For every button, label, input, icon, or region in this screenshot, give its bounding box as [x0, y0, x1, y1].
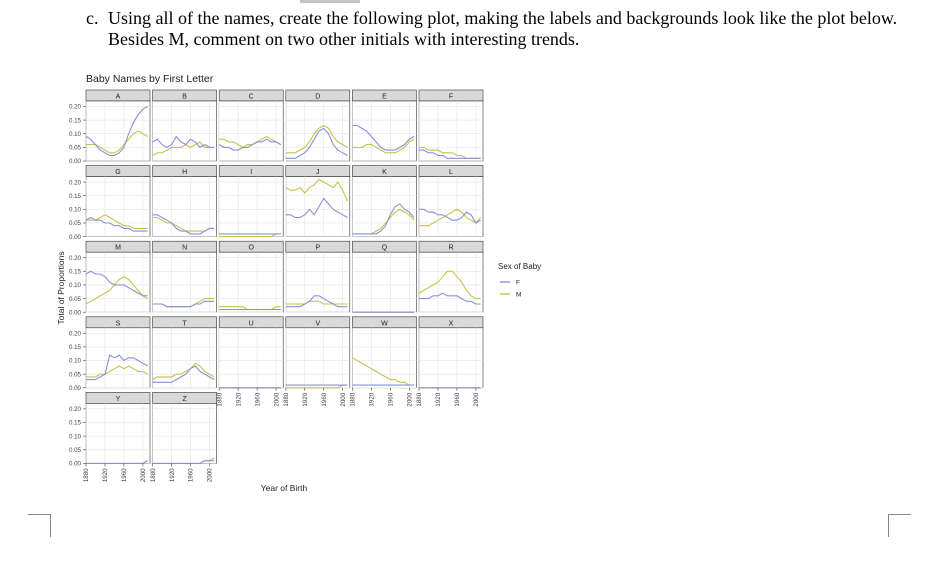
x-tick-label: 1960	[387, 392, 395, 407]
facet-label: S	[115, 320, 121, 328]
y-tick-label: 0.05	[68, 220, 81, 228]
facet-panel	[419, 328, 483, 388]
facet-panel	[153, 101, 217, 161]
y-tick-label: 0.10	[68, 130, 81, 138]
facet-label: Z	[182, 395, 187, 403]
facet-panel	[352, 328, 416, 388]
y-tick-label: 0.20	[68, 330, 81, 338]
y-tick-label: 0.10	[68, 282, 81, 290]
facet-label: A	[115, 93, 121, 101]
x-tick-label: 1880	[149, 468, 157, 483]
legend-title: Sex of Baby	[498, 262, 542, 271]
x-tick-label: 2000	[140, 468, 148, 483]
x-tick-label: 2000	[206, 468, 214, 483]
facet-panel	[219, 328, 283, 388]
x-tick-label: 2000	[406, 392, 414, 407]
facet-label: E	[382, 93, 387, 101]
facet-label: R	[448, 244, 454, 252]
page-corner-mark-left	[28, 514, 51, 537]
x-tick-label: 1920	[435, 392, 443, 407]
x-tick-label: 1960	[121, 468, 129, 483]
facet-panel	[286, 328, 350, 388]
x-tick-label: 1920	[102, 468, 110, 483]
y-tick-label: 0.05	[68, 295, 81, 303]
y-tick-label: 0.15	[68, 419, 81, 427]
facet-panel	[153, 177, 217, 237]
facet-label: J	[316, 169, 320, 177]
y-tick-label: 0.05	[68, 446, 81, 454]
y-tick-label: 0.15	[68, 117, 81, 125]
y-tick-label: 0.00	[68, 309, 81, 317]
chart-title: Baby Names by First Letter	[86, 73, 214, 85]
facet-label: Y	[115, 395, 121, 403]
facet-label: D	[315, 93, 321, 101]
y-tick-label: 0.15	[68, 268, 81, 276]
facet-panel	[286, 252, 350, 312]
facet-label: G	[115, 169, 121, 177]
y-tick-label: 0.00	[68, 158, 81, 166]
y-tick-label: 0.20	[68, 254, 81, 262]
facet-label: W	[381, 320, 388, 328]
x-tick-label: 2000	[339, 392, 347, 407]
facet-label: N	[182, 244, 188, 252]
facet-panel	[219, 177, 283, 237]
facet-panel	[219, 252, 283, 312]
y-tick-label: 0.00	[68, 385, 81, 392]
facet-panel	[86, 403, 150, 463]
facet-panel	[419, 101, 483, 161]
facet-label: C	[248, 93, 254, 101]
facet-panel	[153, 403, 217, 463]
x-tick-label: 1880	[283, 392, 290, 407]
x-tick-label: 1880	[216, 392, 224, 407]
question-body: Using all of the names, create the following plot, making the labels and backgrounds look like the plot below. Besides M, comment on two other initials with interesting trends.	[108, 8, 898, 49]
legend-label: F	[516, 279, 520, 287]
y-tick-label: 0.15	[68, 344, 81, 352]
x-tick-label: 1920	[368, 392, 376, 407]
facet-label: V	[315, 320, 321, 328]
x-tick-label: 1880	[83, 468, 91, 483]
x-tick-label: 1960	[454, 392, 462, 407]
facet-label: I	[250, 169, 253, 177]
x-tick-label: 2000	[273, 392, 281, 407]
facet-label: M	[115, 244, 121, 252]
y-tick-label: 0.05	[68, 371, 81, 379]
x-tick-label: 1920	[168, 468, 176, 483]
x-tick-label: 2000	[473, 392, 481, 407]
facet-panel	[153, 252, 217, 312]
facet-label: T	[182, 320, 187, 328]
facet-panel	[86, 252, 150, 312]
x-tick-label: 1960	[320, 392, 328, 407]
facet-panel	[86, 328, 150, 388]
y-tick-label: 0.00	[68, 460, 81, 468]
x-tick-label: 1920	[301, 392, 309, 407]
x-tick-label: 1920	[235, 392, 243, 407]
facet-panel	[86, 101, 150, 161]
question-label: c.	[86, 8, 99, 28]
x-tick-label: 1880	[349, 392, 357, 407]
facet-label: K	[382, 169, 387, 177]
facet-panel	[86, 177, 150, 237]
y-tick-label: 0.00	[68, 233, 81, 241]
facet-panel	[153, 328, 217, 388]
facet-label: F	[448, 93, 454, 101]
facet-label: L	[449, 169, 453, 177]
x-tick-label: 1880	[416, 392, 424, 407]
facet-panel	[219, 101, 283, 161]
y-tick-label: 0.10	[68, 206, 81, 214]
y-tick-label: 0.15	[68, 192, 81, 200]
y-tick-label: 0.10	[68, 357, 81, 365]
page-corner-mark-right	[888, 514, 911, 537]
y-axis-title: Total of Proportions	[56, 251, 66, 325]
x-axis-title: Year of Birth	[260, 483, 308, 493]
facet-label: U	[248, 320, 254, 328]
x-tick-label: 1960	[254, 392, 262, 407]
y-tick-label: 0.20	[68, 406, 81, 414]
x-tick-label: 1960	[187, 468, 195, 483]
facet-label: P	[315, 244, 321, 252]
y-tick-label: 0.10	[68, 433, 81, 441]
facet-label: H	[182, 169, 188, 177]
y-tick-label: 0.20	[68, 103, 81, 111]
facet-label: X	[448, 320, 454, 328]
facet-label: Q	[381, 244, 388, 252]
facet-panel	[419, 177, 483, 237]
legend-label: M	[516, 291, 522, 299]
facet-label: O	[248, 244, 254, 252]
y-tick-label: 0.05	[68, 144, 81, 152]
facet-label: B	[182, 93, 187, 101]
facet-panel	[352, 252, 416, 312]
y-tick-label: 0.20	[68, 179, 81, 187]
